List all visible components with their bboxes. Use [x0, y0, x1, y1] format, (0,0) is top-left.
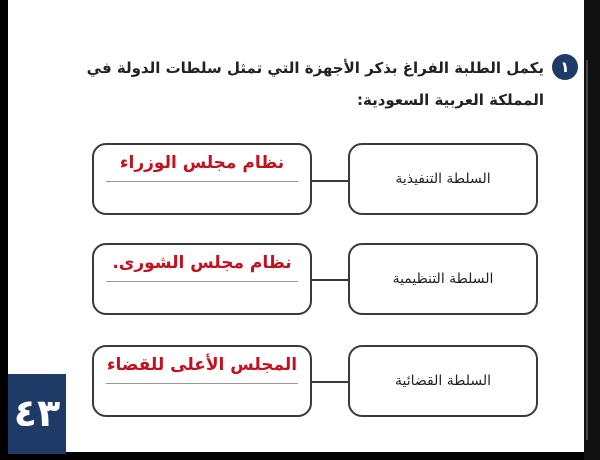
question-text: يكمل الطلبة الفراغ بذكر الأجهزة التي تمثل سلطات الدولة في المملكة العربية السعودية: — [86, 59, 544, 109]
answer-text: نظام مجلس الشورى. — [112, 253, 292, 273]
connector-line — [312, 381, 348, 383]
authority-label: السلطة التنظيمية — [392, 271, 494, 287]
authority-label: السلطة التنفيذية — [395, 171, 491, 187]
authority-box-regulatory — [348, 243, 538, 315]
connector-line — [312, 180, 348, 182]
answer-text: نظام مجلس الوزراء — [119, 153, 285, 173]
answer-box-judicial[interactable] — [92, 345, 312, 417]
question-number-badge: ١ — [552, 54, 578, 80]
answer-underline — [106, 181, 298, 182]
answer-underline — [106, 383, 298, 384]
answer-box-regulatory[interactable] — [92, 243, 312, 315]
page-number-badge: ٤٣ — [8, 374, 66, 454]
answer-text: المجلس الأعلى للقضاء — [106, 355, 298, 375]
answer-box-executive[interactable] — [92, 143, 312, 215]
edge-divider — [586, 60, 588, 440]
authority-label: السلطة القضائية — [395, 373, 491, 389]
authority-box-executive — [348, 143, 538, 215]
connector-line — [312, 279, 348, 281]
authority-box-judicial — [348, 345, 538, 417]
answer-underline — [106, 281, 298, 282]
window-edge — [584, 0, 600, 460]
worksheet-page — [8, 0, 584, 452]
question — [38, 52, 578, 116]
